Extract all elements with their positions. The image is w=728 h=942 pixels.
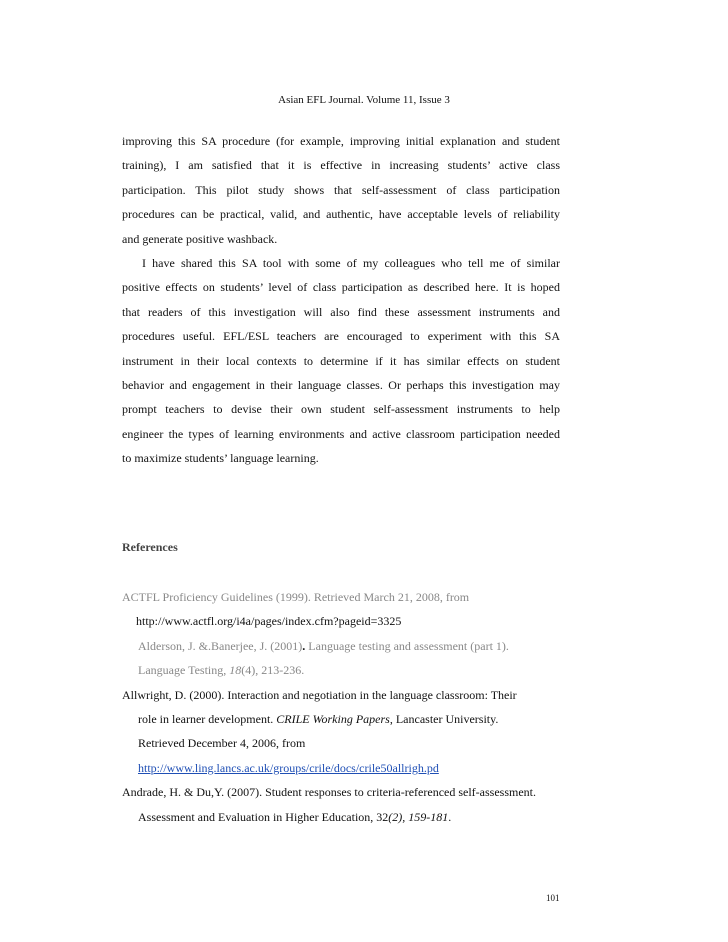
reference-actfl-url[interactable]: http://www.actfl.org/i4a/pages/index.cfm?pageid=3325 (136, 614, 402, 629)
paragraph-line: engineer the types of learning environments and active classroom participation needed (122, 426, 560, 441)
page-number: 101 (546, 893, 560, 903)
reference-andrade-issue: (2), 159-181 (388, 809, 449, 824)
reference-alderson-title: Language testing and assessment (part 1). (305, 638, 509, 653)
paragraph-line: that readers of this investigation will also find these assessment instruments and (122, 304, 560, 319)
body-text (122, 133, 560, 474)
reference-andrade-journal: Assessment and Evaluation in Higher Education, 32 (138, 809, 389, 824)
paragraph-line: procedures useful. EFL/ESL teachers are encouraged to experiment with this SA (122, 329, 560, 344)
reference-alderson-volume: 18 (229, 663, 242, 678)
paragraph-line: improving this SA procedure (for example, improving initial explanation and student (122, 134, 560, 148)
paragraph-line: I have shared this SA tool with some of my colleagues who tell me of similar (142, 255, 560, 270)
paragraph-line: procedures can be practical, valid, and authentic, have acceptable levels of reliability (122, 207, 560, 222)
reference-allwright-journal: CRILE Working Papers (276, 711, 390, 726)
paragraph-line: behavior and engagement in their language classes. Or perhaps this investigation may (122, 377, 560, 392)
references-list (122, 589, 582, 833)
reference-alderson-dot: . (302, 638, 306, 653)
reference-allwright: Allwright, D. (2000). Interaction and negotiation in the language classroom: Their (122, 687, 517, 702)
paragraph-line: prompt teachers to devise their own student self-assessment instruments to help (122, 402, 560, 417)
reference-alderson-pages: (4), 213-236. (241, 663, 305, 678)
reference-andrade: Andrade, H. & Du,Y. (2007). Student responses to criteria-referenced self-assessment. (122, 785, 536, 800)
reference-alderson-authors: Alderson, J. &.Banerjee, J. (2001) (138, 638, 303, 653)
reference-alderson-journal (122, 662, 582, 686)
paragraph-line: positive effects on students’ level of class participation as described here. It is hoped (122, 280, 560, 295)
reference-allwright-retrieved: Retrieved December 4, 2006, from (138, 736, 306, 751)
reference-allwright-text: role in learner development. (138, 711, 277, 726)
paragraph-line: training), I am satisfied that it is effective in increasing students’ active class (122, 158, 560, 173)
reference-andrade-line2 (122, 809, 582, 833)
reference-alderson (122, 638, 582, 662)
reference-allwright-url[interactable]: http://www.ling.lancs.ac.uk/groups/crile/docs/crile50allrigh.pd (138, 760, 439, 775)
reference-allwright-url-line (122, 760, 582, 784)
reference-allwright-place: , Lancaster University. (389, 711, 499, 726)
paragraph-line: participation. This pilot study shows that self-assessment of class participation (122, 182, 560, 197)
reference-allwright-line2 (122, 711, 582, 735)
reference-andrade-end: . (448, 809, 452, 824)
reference-actfl: ACTFL Proficiency Guidelines (1999). Retrieved March 21, 2008, from (122, 590, 470, 604)
running-header: Asian EFL Journal. Volume 11, Issue 3 (278, 94, 450, 106)
paragraph-line: instrument in their local contexts to determine if it has similar effects on student (122, 353, 560, 368)
references-heading: References (122, 540, 178, 554)
paragraph-line: and generate positive washback. (122, 231, 278, 246)
paragraph-line: to maximize students’ language learning. (122, 451, 319, 466)
reference-alderson-journal-name: Language Testing, (138, 663, 230, 678)
